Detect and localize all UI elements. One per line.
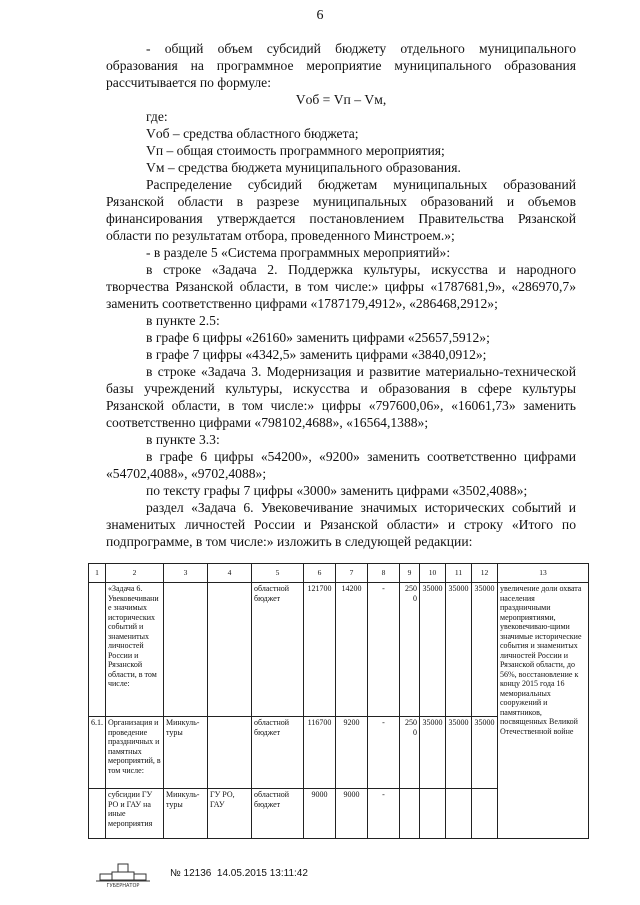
column-header: 12	[472, 564, 498, 583]
table-cell: 35000	[446, 583, 472, 717]
table-cell: -	[368, 717, 400, 789]
column-header: 6	[304, 564, 336, 583]
column-header: 11	[446, 564, 472, 583]
governor-seal-icon	[92, 862, 154, 888]
paragraph: раздел «Задача 6. Увековечивание значимых исторических событий и знаменитых личностей России и Рязанской области» и строку «Итого по подпрограмме, в том числе:» изложить в следующей редакции:	[106, 500, 576, 549]
table-cell: 35000	[472, 583, 498, 717]
paragraph: - общий объем субсидий бюджету отдельного муниципального образования на программное мероприятие муниципального образования рассчитывается по формуле:	[106, 41, 576, 90]
table-row	[89, 583, 589, 717]
table-cell: 35000	[420, 717, 446, 789]
paragraph: в строке «Задача 3. Модернизация и развитие материально-технической базы учреждений культуры, искусства и образования в сфере культуры Рязанской области, в том числе:» цифры «797600,06», «16061,73» заменить соответственно цифрами «798102,4688», «16564,1388»;	[106, 364, 576, 430]
table-cell	[89, 583, 106, 717]
column-header: 13	[498, 564, 589, 583]
table-cell: Минкуль-туры	[164, 789, 208, 839]
column-header: 9	[400, 564, 420, 583]
table-cell	[208, 583, 252, 717]
table-header-row	[89, 564, 589, 583]
column-header: 8	[368, 564, 400, 583]
table-cell: областной бюджет	[252, 717, 304, 789]
table-cell: 35000	[420, 583, 446, 717]
column-header: 2	[106, 564, 164, 583]
paragraph: Vоб – средства областного бюджета;	[146, 126, 359, 141]
table-cell: 116700	[304, 717, 336, 789]
table-cell: Организация и проведение праздничных и памятных мероприятий, в том числе:	[106, 717, 164, 789]
table-cell: -	[368, 583, 400, 717]
paragraph: где:	[146, 109, 168, 124]
column-header: 3	[164, 564, 208, 583]
program-table	[88, 563, 589, 839]
document-body	[106, 40, 576, 550]
paragraph: по тексту графы 7 цифры «3000» заменить цифрами «3502,4088»;	[146, 483, 528, 498]
table-cell-outcome: увеличение доли охвата населения праздничными мероприятиями, увековечиваю-щими значимые исторические события и знаменитых личностей России и Рязанской области, до 56%, восстановление к концу 2015 года 16 мемориальных сооружений и памятников, посвященных Великой Отечественной войне	[498, 583, 589, 839]
column-header: 1	[89, 564, 106, 583]
paragraph: в пункте 3.3:	[146, 432, 220, 447]
table-cell	[420, 789, 446, 839]
table-cell: областной бюджет	[252, 583, 304, 717]
table-cell	[208, 717, 252, 789]
table-cell	[89, 789, 106, 839]
table-cell: 9000	[304, 789, 336, 839]
table-cell	[446, 789, 472, 839]
page-number: 6	[316, 8, 324, 23]
table-cell: субсидии ГУ РО и ГАУ на иные мероприятия	[106, 789, 164, 839]
paragraph: в графе 7 цифры «4342,5» заменить цифрами «3840,0912»;	[146, 347, 487, 362]
paragraph: Распределение субсидий бюджетам муниципальных образований Рязанской области в разрезе муниципальных образований и объемов финансирования утверждается постановлением Правительства Рязанской области по результатам отбора, проведенного Минстроем.»;	[106, 177, 576, 243]
table-cell	[400, 789, 420, 839]
paragraph: Vм – средства бюджета муниципального образования.	[146, 160, 461, 175]
column-header: 7	[336, 564, 368, 583]
table-cell: 9200	[336, 717, 368, 789]
document-footer	[92, 862, 572, 892]
table-cell: 121700	[304, 583, 336, 717]
registration-stamp	[170, 868, 308, 879]
paragraph: в графе 6 цифры «26160» заменить цифрами «25657,5912»;	[146, 330, 490, 345]
document-number: № 12136	[170, 868, 212, 879]
table-cell: ГУ РО, ГАУ	[208, 789, 252, 839]
table-cell: -	[368, 789, 400, 839]
column-header: 4	[208, 564, 252, 583]
paragraph: в строке «Задача 2. Поддержка культуры, искусства и народного творчества Рязанской области, в том числе:» цифры «1787681,9», «286970,7» заменить соответственно цифрами «1787179,4912», «286468,2912»;	[106, 262, 576, 311]
table-cell: 9000	[336, 789, 368, 839]
table-cell: 14200	[336, 583, 368, 717]
table-cell: 35000	[446, 717, 472, 789]
table-cell: «Задача 6. Увековечивание значимых исторических событий и знаменитых личностей России и Рязанской области, в том числе:	[106, 583, 164, 717]
table-cell: 2500	[400, 717, 420, 789]
table-cell: 6.1.	[89, 717, 106, 789]
paragraph: в графе 6 цифры «54200», «9200» заменить соответственно цифрами «54702,4088», «9702,4088»;	[106, 449, 576, 481]
paragraph: Vп – общая стоимость программного мероприятия;	[146, 143, 445, 158]
table-cell: 35000	[472, 717, 498, 789]
paragraph: - в разделе 5 «Система программных мероприятий»:	[146, 245, 451, 260]
table-cell	[164, 583, 208, 717]
svg-text:ГУБЕРНАТОР: ГУБЕРНАТОР	[106, 883, 140, 888]
paragraph: в пункте 2.5:	[146, 313, 220, 328]
formula: Vоб = Vп – Vм,	[295, 92, 387, 107]
table-cell: областной бюджет	[252, 789, 304, 839]
table-cell: 2500	[400, 583, 420, 717]
column-header: 10	[420, 564, 446, 583]
table-cell: Минкуль-туры	[164, 717, 208, 789]
timestamp: 14.05.2015 13:11:42	[216, 868, 308, 879]
column-header: 5	[252, 564, 304, 583]
table-cell	[472, 789, 498, 839]
